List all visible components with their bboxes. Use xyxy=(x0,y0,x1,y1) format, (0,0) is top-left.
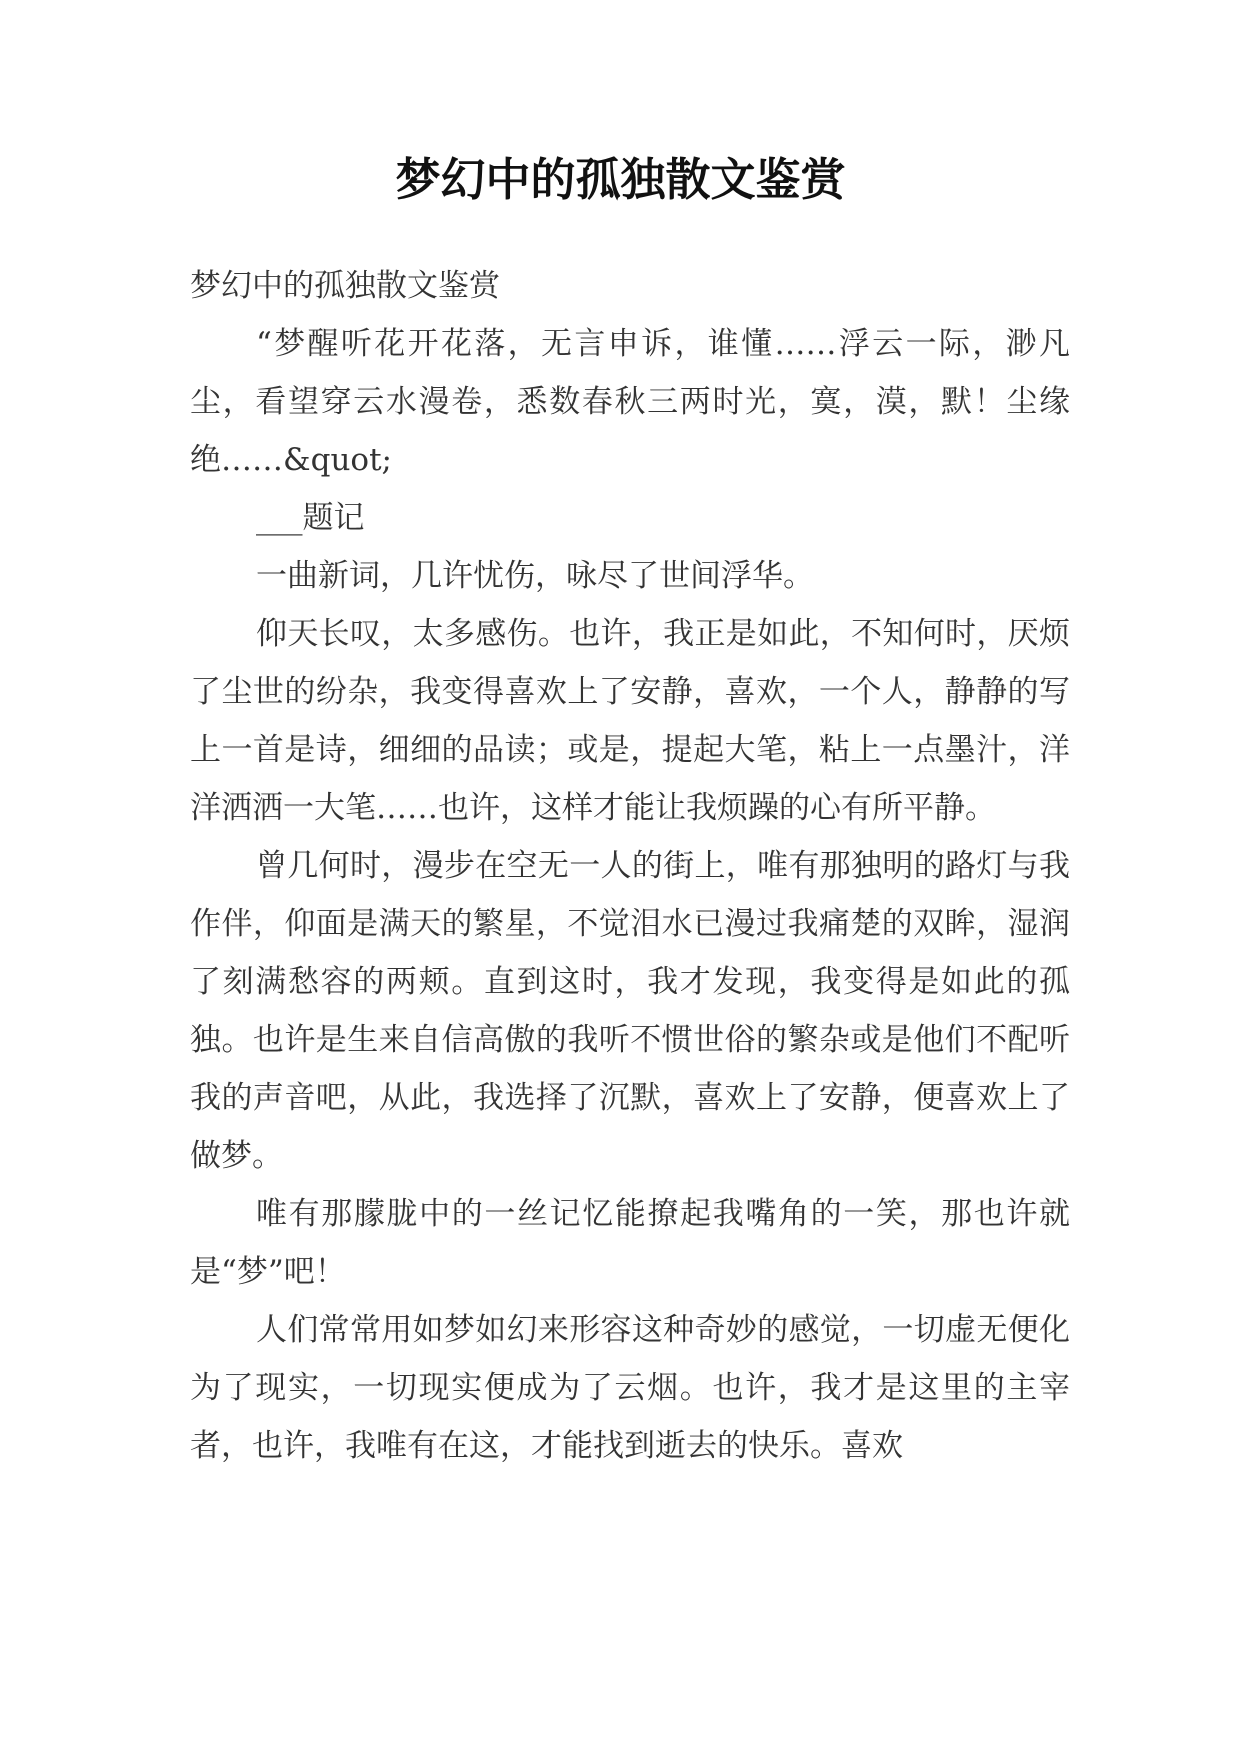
paragraph-inscription: ___题记 xyxy=(256,500,365,536)
paragraph-epigraph: “梦醒听花开花落，无言申诉，谁懂……浮云一际，渺凡尘，看望穿云水漫卷，悉数春秋三两时光，寞，漠，默！尘缘绝……&quot; xyxy=(190,326,1070,478)
document-title: 梦幻中的孤独散文鉴赏 xyxy=(395,153,846,206)
paragraph: 一曲新词，几许忧伤，咏尽了世间浮华。 xyxy=(256,558,814,594)
paragraph: 人们常常用如梦如幻来形容这种奇妙的感觉，一切虚无便化为了现实，一切现实便成为了云烟。也许，我才是这里的主宰者，也许，我唯有在这，才能找到逝去的快乐。喜欢 xyxy=(190,1312,1070,1464)
paragraph-subtitle: 梦幻中的孤独散文鉴赏 xyxy=(190,268,500,304)
document-body xyxy=(190,257,1070,1475)
paragraph: 仰天长叹，太多感伤。也许，我正是如此，不知何时，厌烦了尘世的纷杂，我变得喜欢上了安静，喜欢，一个人，静静的写上一首是诗，细细的品读；或是，提起大笔，粘上一点墨汁，洋洋洒洒一大笔……也许，这样才能让我烦躁的心有所平静。 xyxy=(190,616,1070,826)
paragraph: 曾几何时，漫步在空无一人的街上，唯有那独明的路灯与我作伴，仰面是满天的繁星，不觉泪水已漫过我痛楚的双眸，湿润了刻满愁容的两颊。直到这时，我才发现，我变得是如此的孤独。也许是生来自信高傲的我听不惯世俗的繁杂或是他们不配听我的声音吧，从此，我选择了沉默，喜欢上了安静，便喜欢上了做梦。 xyxy=(190,848,1070,1174)
paragraph: 唯有那朦胧中的一丝记忆能撩起我嘴角的一笑，那也许就是“梦”吧！ xyxy=(190,1196,1070,1290)
